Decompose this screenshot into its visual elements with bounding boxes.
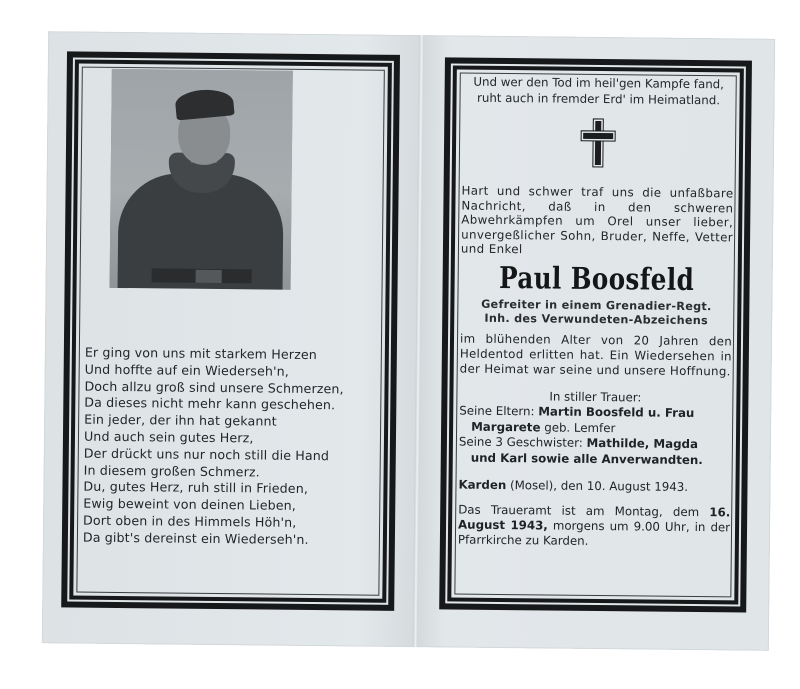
- poem-line: Und hoffte auf ein Wiederseh'n,: [84, 361, 290, 379]
- parents-line: Seine Eltern: Martin Boosfeld u. Frau: [459, 403, 695, 421]
- poem-line: Da dieses nicht mehr kann geschehen.: [84, 395, 336, 413]
- poem-line: Ewig beweint von deinen Lieben,: [83, 495, 297, 514]
- parents-line-2: Margarete geb. Lemfer: [471, 419, 616, 435]
- poem-line: Ein jeder, der ihn hat gekannt: [84, 411, 277, 429]
- deceased-name: Paul Boosfeld: [498, 260, 695, 298]
- poem-line: In diesem großen Schmerz.: [83, 462, 260, 480]
- poem-line: Da gibt's dereinst ein Wiederseh'n.: [82, 529, 309, 547]
- cross-icon: [583, 121, 613, 165]
- death-text: im blühenden Alter von 20 Jahren den Heldentod erlitten hat. Ein Wiedersehen in der Heimat war seine und unsere Hoffnung.: [459, 331, 733, 379]
- memorial-card: [42, 31, 773, 651]
- family-list: [459, 404, 732, 468]
- obituary-text: [458, 74, 735, 551]
- mourning-heading: In stiller Trauer:: [549, 389, 642, 405]
- poem-line: Er ging von uns mit starkem Herzen: [84, 344, 318, 363]
- poem-line: Dort oben in des Himmels Höh'n,: [83, 512, 297, 530]
- motto: Und wer den Tod im heil'gen Kampfe fand, ruht auch in fremder Erd' im Heimatland.: [473, 74, 725, 108]
- right-page: [417, 35, 775, 651]
- place-date: Karden (Mosel), den 10. August 1943.: [458, 477, 689, 494]
- memorial-poem: [83, 345, 385, 550]
- service-notice: Das Traueramt ist am Montag, dem 16. August 1943, morgens um 9.00 Uhr, in der Pfarrkirche zu Karden.: [457, 502, 731, 549]
- soldier-portrait-photo: [110, 69, 293, 290]
- announcement: Hart und schwer traf uns die unfaßbare Nachricht, daß in den schweren Abwehrkämpfen um Orel unser lieber, unvergeßlicher Sohn, Bruder, Neffe, Vetter und Enkel: [460, 183, 734, 257]
- siblings-line-2: und Karl sowie alle Anverwandten.: [470, 450, 703, 467]
- poem-line: Doch allzu groß sind unsere Schmerzen,: [84, 378, 344, 396]
- decoration-line: Inh. des Verwundeten-Abzeichens: [484, 312, 709, 328]
- poem-line: Du, gutes Herz, ruh still in Frieden,: [83, 478, 309, 497]
- poem-line: Der drückt uns nur noch still die Hand: [83, 445, 330, 463]
- siblings-line: Seine 3 Geschwister: Mathilde, Magda: [458, 434, 699, 452]
- belt-buckle: [196, 270, 222, 283]
- rank-line: Gefreiter in einem Grenadier-Regt.: [481, 297, 712, 314]
- poem-line: Und auch sein gutes Herz,: [83, 428, 254, 446]
- left-page: [42, 31, 420, 647]
